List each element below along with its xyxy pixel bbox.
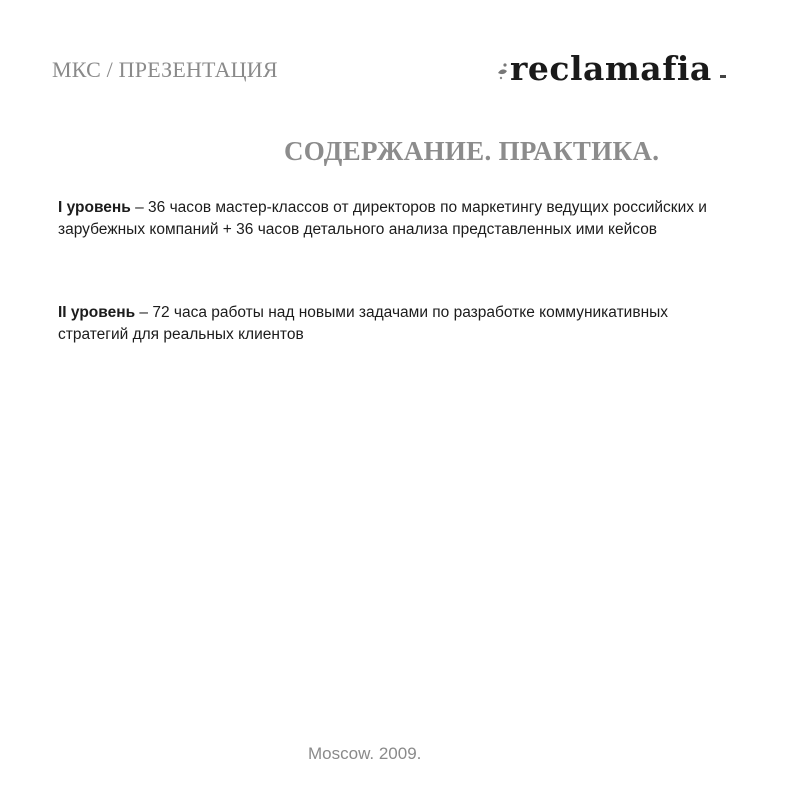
presentation-header-label: МКС / ПРЕЗЕНТАЦИЯ xyxy=(52,57,278,82)
level-2-paragraph xyxy=(58,302,718,346)
level-1-paragraph xyxy=(58,197,718,241)
level-2-description: – 72 часа работы над новыми задачами по разработке коммуникативных стратегий для реальных клиентов xyxy=(58,304,669,343)
level-2-name: II уровень xyxy=(58,304,136,321)
logo-wordmark: reclamafia xyxy=(510,49,712,88)
page-title: СОДЕРЖАНИЕ. ПРАКТИКА. xyxy=(284,136,660,166)
footer-location-year: Moscow. 2009. xyxy=(308,744,422,763)
level-1-name: I уровень xyxy=(58,199,131,216)
reclamafia-logo xyxy=(494,42,734,92)
level-1-description: – 36 часов мастер-классов от директоров по маркетингу ведущих российских и зарубежных компаний + 36 часов детального анализа представленных ими кейсов xyxy=(58,199,707,238)
